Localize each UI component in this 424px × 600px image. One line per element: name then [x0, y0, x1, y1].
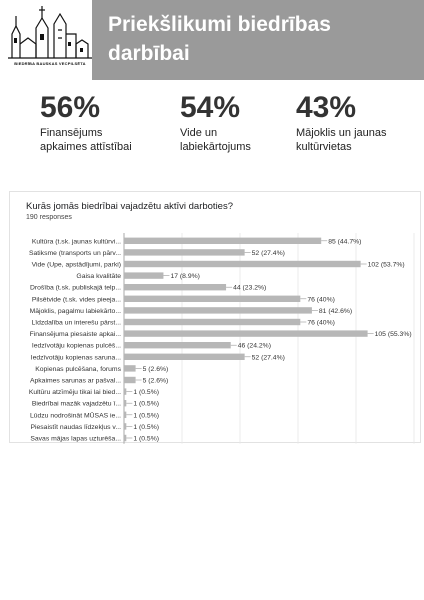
bar: [124, 377, 136, 383]
bar: [124, 319, 300, 325]
stat-label: Vide un labiekārtojums: [180, 127, 251, 153]
category-label: Apkaimes sarunas ar pašval...: [29, 377, 121, 385]
data-label: 102 (53.7%): [367, 261, 405, 269]
stat-label: Mājoklis un jaunas kultūrvietas: [296, 127, 387, 153]
category-label: Kultūra (t.sk. jaunas kultūrvi...: [31, 238, 121, 246]
bar: [124, 342, 231, 348]
category-label: Lūdzu nodrošināt MŪSAS ie...: [29, 412, 121, 420]
data-label: 52 (27.4%): [251, 249, 285, 257]
data-label: 1 (0.5%): [133, 423, 160, 431]
bar: [124, 435, 126, 441]
category-label: Iedzīvotāju kopienas saruna...: [30, 354, 121, 362]
bar: [124, 272, 163, 278]
category-label: Iedzīvotāju kopienas pulcēš...: [31, 342, 121, 350]
data-label: 81 (42.6%): [318, 307, 353, 315]
bar-chart: [10, 192, 420, 442]
bar: [124, 388, 126, 394]
data-label: 76 (40%): [307, 319, 335, 327]
bar: [124, 238, 321, 244]
chart-card: [9, 191, 421, 443]
category-label: Gaisa kvalitāte: [76, 273, 121, 281]
category-label: Satiksme (transports un pārv...: [28, 249, 121, 257]
category-label: Vide (Upe, apstādījumi, parki): [31, 261, 121, 269]
stat-value: 43%: [296, 91, 357, 124]
bar: [124, 400, 126, 406]
stat-environment: [180, 90, 300, 154]
bar: [124, 330, 368, 336]
header: [0, 0, 424, 80]
category-label: Biedrībai mazāk vajadzētu ī...: [31, 400, 121, 408]
category-label: Līdzdalība un interešu pārst...: [31, 319, 121, 327]
stats-row: [0, 80, 424, 180]
stat-funding: [40, 90, 160, 154]
data-label: 44 (23.2%): [233, 284, 267, 292]
bar: [124, 354, 245, 360]
bar: [124, 423, 126, 429]
data-label: 85 (44.7%): [328, 238, 362, 246]
stat-housing: [296, 90, 416, 154]
category-label: Mājoklis, pagalmu labiekārto...: [29, 307, 121, 315]
category-label: Kultūru atzīmēju tikai lai bied...: [28, 389, 121, 397]
stat-value: 56%: [40, 91, 101, 124]
data-label: 1 (0.5%): [133, 400, 160, 408]
response-count: 190 responses: [26, 214, 72, 221]
bar: [124, 296, 300, 302]
data-label: 1 (0.5%): [133, 435, 160, 443]
bar: [124, 284, 226, 290]
bar: [124, 412, 126, 418]
title-band: [92, 0, 424, 80]
stat-value: 54%: [180, 91, 241, 124]
data-label: 52 (27.4%): [251, 354, 285, 362]
data-label: 17 (8.9%): [170, 273, 200, 281]
stat-label: Finansējums apkaimes attīstībai: [40, 127, 132, 153]
chart-title: Kurās jomās biedrībai vajadzētu aktīvi darboties?: [26, 201, 234, 212]
category-label: Drošība (t.sk. publiskajā telp...: [29, 284, 121, 292]
data-label: 76 (40%): [307, 296, 335, 304]
category-label: Kopienas pulcēšana, forums: [35, 365, 121, 373]
empty-area: [0, 445, 424, 600]
bar: [124, 365, 136, 371]
organization-logo: [6, 4, 94, 70]
bar: [124, 307, 312, 313]
logo-text: BIEDRĪBA BAUSKAS VECPILSĒTA: [14, 61, 86, 66]
category-label: Pilsētvide (t.sk. vides pieeja...: [31, 296, 121, 304]
town-skyline-icon: [6, 4, 94, 62]
category-label: Finansējuma piesaiste apkai...: [29, 331, 121, 339]
data-label: 5 (2.6%): [142, 365, 169, 373]
data-label: 46 (24.2%): [237, 342, 271, 350]
bar: [124, 249, 245, 255]
bar: [124, 261, 361, 267]
data-label: 5 (2.6%): [142, 377, 169, 385]
data-label: 1 (0.5%): [133, 389, 160, 397]
category-label: Piesaistīt naudas līdzekļus v...: [30, 423, 121, 431]
data-label: 105 (55.3%): [374, 331, 412, 339]
page-title: Priekšlikumi biedrības darbībai: [108, 13, 331, 65]
category-label: Savas mājas lapas uzturēša...: [30, 435, 121, 443]
data-label: 1 (0.5%): [133, 412, 160, 420]
